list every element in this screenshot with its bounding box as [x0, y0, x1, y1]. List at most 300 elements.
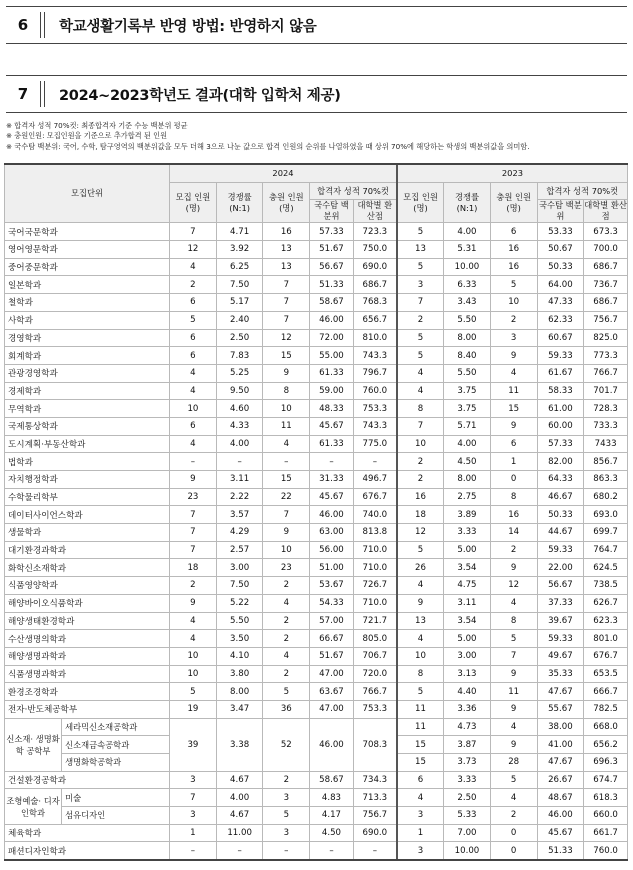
- data-cell: 37.33: [537, 594, 584, 612]
- table-row: [5, 223, 628, 241]
- data-cell: 51.67: [310, 647, 354, 665]
- data-cell: 6: [170, 417, 217, 435]
- data-cell: 4.33: [216, 417, 263, 435]
- unit-name: 해양생태환경학과: [5, 612, 170, 630]
- data-cell: –: [263, 453, 310, 471]
- data-cell: 2: [263, 771, 310, 789]
- unit-name: 식품영양학과: [5, 577, 170, 595]
- data-cell: 50.33: [537, 506, 584, 524]
- table-row: [5, 453, 628, 471]
- data-cell: 22.00: [537, 559, 584, 577]
- section-7-header: [6, 75, 627, 113]
- data-cell: 9: [490, 559, 537, 577]
- data-cell: 760.0: [584, 842, 628, 860]
- data-cell: 756.7: [353, 807, 397, 825]
- header-converted: 대학별 환산점: [584, 200, 627, 222]
- data-cell: 5.50: [444, 364, 491, 382]
- data-cell: 740.0: [353, 506, 397, 524]
- data-cell: 736.7: [584, 276, 628, 294]
- data-cell: 57.33: [310, 223, 354, 241]
- data-cell: 699.7: [584, 524, 628, 542]
- data-cell: 2: [170, 577, 217, 595]
- data-cell: 721.7: [353, 612, 397, 630]
- data-cell: 813.8: [353, 524, 397, 542]
- table-row: [5, 700, 628, 718]
- data-cell: 4.17: [310, 807, 354, 825]
- data-cell: 46.00: [310, 311, 354, 329]
- data-cell: 726.7: [353, 577, 397, 595]
- data-cell: 5.71: [444, 417, 491, 435]
- data-cell: 11: [397, 700, 444, 718]
- unit-name: 식품생명과학과: [5, 665, 170, 683]
- divider: [40, 12, 45, 38]
- data-cell: 856.7: [584, 453, 628, 471]
- data-cell: 2.57: [216, 541, 263, 559]
- data-cell: 4: [397, 630, 444, 648]
- unit-name: 무역학과: [5, 400, 170, 418]
- unit-name: 생물학과: [5, 524, 170, 542]
- data-cell: 12: [490, 577, 537, 595]
- data-cell: 35.33: [537, 665, 584, 683]
- data-cell: 743.3: [353, 417, 397, 435]
- data-cell: 61.00: [537, 400, 584, 418]
- data-cell: 51.33: [537, 842, 584, 860]
- data-cell: 10: [490, 294, 537, 312]
- data-cell: –: [310, 842, 354, 860]
- data-cell: 4.50: [444, 453, 491, 471]
- data-cell: –: [170, 453, 217, 471]
- data-cell: 4: [490, 718, 537, 736]
- data-cell: 2: [490, 807, 537, 825]
- group-name: 신소재· 생명화학 공학부: [5, 718, 62, 771]
- data-cell: 4: [170, 382, 217, 400]
- data-cell: 4: [490, 594, 537, 612]
- data-cell: 661.7: [584, 824, 628, 842]
- data-cell: 57.33: [537, 435, 584, 453]
- table-row: [5, 347, 628, 365]
- data-cell: 766.7: [584, 364, 628, 382]
- data-cell: 22: [263, 488, 310, 506]
- data-cell: 7.50: [216, 577, 263, 595]
- table-row: [5, 276, 628, 294]
- unit-name: 경제학과: [5, 382, 170, 400]
- data-cell: 4: [170, 630, 217, 648]
- data-cell: 8: [490, 488, 537, 506]
- unit-name: 대기환경과학과: [5, 541, 170, 559]
- data-cell: 690.0: [353, 824, 397, 842]
- data-cell: 16: [490, 241, 537, 259]
- data-cell: 7: [397, 417, 444, 435]
- data-cell: –: [170, 842, 217, 860]
- data-cell: 46.00: [310, 506, 354, 524]
- data-cell: 710.0: [353, 541, 397, 559]
- data-cell: 0: [490, 824, 537, 842]
- data-cell: 8: [490, 612, 537, 630]
- data-cell: 4.71: [216, 223, 263, 241]
- data-cell: 1: [170, 824, 217, 842]
- data-cell: 9: [170, 471, 217, 489]
- data-cell: 56.67: [537, 577, 584, 595]
- data-cell: 64.33: [537, 471, 584, 489]
- unit-name: 철학과: [5, 294, 170, 312]
- data-cell: 2: [490, 311, 537, 329]
- data-cell: 6: [397, 771, 444, 789]
- data-cell: 9: [490, 736, 537, 754]
- data-cell: 734.3: [353, 771, 397, 789]
- data-cell: 7: [170, 223, 217, 241]
- table-row: [5, 258, 628, 276]
- data-cell: 5.33: [444, 807, 491, 825]
- data-cell: 10: [170, 647, 217, 665]
- data-cell: 2: [263, 612, 310, 630]
- data-cell: 693.0: [584, 506, 628, 524]
- data-cell: 45.67: [310, 488, 354, 506]
- data-cell: 7: [263, 506, 310, 524]
- table-row: [5, 524, 628, 542]
- data-cell: 775.0: [353, 435, 397, 453]
- data-cell: 3: [397, 807, 444, 825]
- data-cell: 7: [170, 789, 217, 807]
- data-cell: 15: [490, 400, 537, 418]
- data-cell: 4: [170, 612, 217, 630]
- data-cell: 7: [397, 294, 444, 312]
- header-converted: 대학별 환산점: [353, 200, 397, 223]
- data-cell: 9: [263, 364, 310, 382]
- data-cell: 623.3: [584, 612, 628, 630]
- data-cell: 7: [170, 524, 217, 542]
- data-cell: 11.00: [216, 824, 263, 842]
- header-year-2023: 2023: [397, 164, 628, 182]
- data-cell: 2: [490, 541, 537, 559]
- data-cell: 52: [263, 718, 310, 771]
- table-row: [5, 771, 628, 789]
- data-cell: 0: [490, 471, 537, 489]
- group-name: 조형예술· 디자인학과: [5, 789, 62, 824]
- data-cell: 10: [170, 400, 217, 418]
- header-quota: 모집 인원 (명): [170, 182, 217, 223]
- table-row: [5, 647, 628, 665]
- data-cell: 863.3: [584, 471, 628, 489]
- data-cell: 4.67: [216, 807, 263, 825]
- data-cell: 11: [490, 683, 537, 701]
- data-cell: 66.67: [310, 630, 354, 648]
- data-cell: 58.67: [310, 294, 354, 312]
- section-title: 2024~2023학년도 결과(대학 입학처 제공): [59, 87, 341, 104]
- sub-unit-name: 세라믹신소재공학과: [62, 718, 170, 736]
- data-cell: 4.67: [216, 771, 263, 789]
- data-cell: 14: [490, 524, 537, 542]
- data-cell: 72.00: [310, 329, 354, 347]
- data-cell: 50.67: [537, 241, 584, 259]
- data-cell: 60.00: [537, 417, 584, 435]
- data-cell: 15: [263, 471, 310, 489]
- data-cell: 4: [263, 435, 310, 453]
- data-cell: 676.7: [584, 647, 628, 665]
- data-cell: 15: [397, 736, 444, 754]
- data-cell: 41.00: [537, 736, 584, 754]
- data-cell: 4.00: [216, 789, 263, 807]
- data-cell: 696.3: [584, 754, 628, 772]
- data-cell: 5: [490, 630, 537, 648]
- data-cell: 36: [263, 700, 310, 718]
- unit-name: 중어중문학과: [5, 258, 170, 276]
- data-cell: 11: [263, 417, 310, 435]
- data-cell: 5: [263, 807, 310, 825]
- data-cell: 3.36: [444, 700, 491, 718]
- data-cell: 12: [170, 241, 217, 259]
- data-cell: 82.00: [537, 453, 584, 471]
- data-cell: 53.67: [310, 577, 354, 595]
- data-cell: 46.00: [537, 807, 584, 825]
- table-row: [5, 842, 628, 860]
- unit-name: 경영학과: [5, 329, 170, 347]
- data-cell: 49.67: [537, 647, 584, 665]
- data-cell: 15: [263, 347, 310, 365]
- unit-name: 수산생명의학과: [5, 630, 170, 648]
- data-cell: 59.33: [537, 347, 584, 365]
- data-cell: 51.00: [310, 559, 354, 577]
- data-cell: 2.40: [216, 311, 263, 329]
- data-cell: 3.47: [216, 700, 263, 718]
- unit-name: 도시계획·부동산학과: [5, 435, 170, 453]
- data-cell: 12: [397, 524, 444, 542]
- unit-name: 체육학과: [5, 824, 170, 842]
- data-cell: 2: [170, 276, 217, 294]
- data-cell: 6: [490, 223, 537, 241]
- data-cell: 3.43: [444, 294, 491, 312]
- data-cell: 7: [263, 311, 310, 329]
- data-cell: 653.5: [584, 665, 628, 683]
- data-cell: 5.50: [444, 311, 491, 329]
- table-row: [5, 559, 628, 577]
- data-cell: 4: [490, 364, 537, 382]
- unit-name: 국어국문학과: [5, 223, 170, 241]
- data-cell: 63.67: [310, 683, 354, 701]
- section-number: 7: [17, 85, 29, 103]
- data-cell: 5: [397, 223, 444, 241]
- data-cell: 656.7: [353, 311, 397, 329]
- data-cell: 1: [490, 453, 537, 471]
- table-row: [5, 824, 628, 842]
- data-cell: 766.7: [353, 683, 397, 701]
- data-cell: 3: [170, 807, 217, 825]
- data-cell: 7: [170, 541, 217, 559]
- data-cell: 3.92: [216, 241, 263, 259]
- data-cell: 16: [397, 488, 444, 506]
- table-row: [5, 435, 628, 453]
- data-cell: 38.00: [537, 718, 584, 736]
- header-percentile: 국수탐 백분위: [310, 200, 354, 223]
- table-row: [5, 577, 628, 595]
- data-cell: 5.00: [444, 630, 491, 648]
- data-cell: 668.0: [584, 718, 628, 736]
- data-cell: 4.10: [216, 647, 263, 665]
- unit-name: 국제통상학과: [5, 417, 170, 435]
- data-cell: 4.29: [216, 524, 263, 542]
- data-cell: 59.00: [310, 382, 354, 400]
- data-cell: 753.3: [353, 400, 397, 418]
- data-cell: 28: [490, 754, 537, 772]
- unit-name: 사학과: [5, 311, 170, 329]
- note: ※ 국수탐 백분위: 국어, 수학, 탐구영역의 백분위값을 모두 더해 3으로 나눈 값으로 합격 인원의 순위를 나열하였을 때 상위 70%에 해당하는 학생의 백분위값을 의미함.: [6, 141, 530, 151]
- table-row: [5, 488, 628, 506]
- data-cell: 3: [263, 789, 310, 807]
- table-row: [5, 506, 628, 524]
- data-cell: 686.7: [353, 276, 397, 294]
- data-cell: 61.67: [537, 364, 584, 382]
- data-cell: 54.33: [310, 594, 354, 612]
- unit-name: 회계학과: [5, 347, 170, 365]
- data-cell: 5: [263, 683, 310, 701]
- data-cell: 45.67: [310, 417, 354, 435]
- data-cell: 5: [397, 258, 444, 276]
- data-cell: 3.73: [444, 754, 491, 772]
- table-row: [5, 382, 628, 400]
- data-cell: 7.50: [216, 276, 263, 294]
- data-cell: 23: [263, 559, 310, 577]
- data-cell: 47.00: [310, 665, 354, 683]
- data-cell: 4: [397, 577, 444, 595]
- unit-name: 법학과: [5, 453, 170, 471]
- data-cell: 3.50: [216, 630, 263, 648]
- results-table: [4, 163, 628, 861]
- data-cell: –: [353, 842, 397, 860]
- data-cell: 15: [397, 754, 444, 772]
- data-cell: 8.00: [444, 329, 491, 347]
- data-cell: 26: [397, 559, 444, 577]
- data-cell: 0: [490, 842, 537, 860]
- data-cell: 5.31: [444, 241, 491, 259]
- unit-name: 패션디자인학과: [5, 842, 170, 860]
- data-cell: 8.00: [216, 683, 263, 701]
- data-cell: 10: [263, 400, 310, 418]
- data-cell: 710.0: [353, 559, 397, 577]
- data-cell: 782.5: [584, 700, 628, 718]
- data-cell: 13: [263, 258, 310, 276]
- data-cell: 496.7: [353, 471, 397, 489]
- data-cell: 61.33: [310, 435, 354, 453]
- data-cell: 7: [263, 276, 310, 294]
- sub-unit-name: 섬유디자인: [62, 807, 170, 825]
- data-cell: 59.33: [537, 630, 584, 648]
- data-cell: –: [216, 453, 263, 471]
- data-cell: 3.54: [444, 559, 491, 577]
- data-cell: 51.33: [310, 276, 354, 294]
- data-cell: 3.87: [444, 736, 491, 754]
- data-cell: 10: [397, 647, 444, 665]
- data-cell: 690.0: [353, 258, 397, 276]
- header-extra: 충원 인원 (명): [263, 182, 310, 223]
- data-cell: 7433: [584, 435, 628, 453]
- data-cell: 686.7: [584, 258, 628, 276]
- header-ratio: 경쟁률 (N:1): [444, 182, 491, 223]
- data-cell: 6: [170, 294, 217, 312]
- data-cell: 5: [397, 347, 444, 365]
- unit-name: 일본학과: [5, 276, 170, 294]
- data-cell: 11: [490, 382, 537, 400]
- data-cell: 3.13: [444, 665, 491, 683]
- data-cell: 5: [490, 276, 537, 294]
- table-row: [5, 594, 628, 612]
- table-row: [5, 612, 628, 630]
- data-cell: 750.0: [353, 241, 397, 259]
- data-cell: 61.33: [310, 364, 354, 382]
- data-cell: 708.3: [353, 718, 397, 771]
- data-cell: 4: [170, 364, 217, 382]
- data-cell: 1: [397, 824, 444, 842]
- data-cell: 51.67: [310, 241, 354, 259]
- note: ※ 충원인원: 모집인원을 기준으로 추가합격 된 인원: [6, 131, 168, 141]
- data-cell: 4: [397, 382, 444, 400]
- data-cell: 5.25: [216, 364, 263, 382]
- data-cell: –: [216, 842, 263, 860]
- table-row: [5, 417, 628, 435]
- table-row: [5, 789, 628, 807]
- data-cell: 3.57: [216, 506, 263, 524]
- data-cell: 13: [263, 241, 310, 259]
- unit-name: 해양생명과학과: [5, 647, 170, 665]
- data-cell: 48.33: [310, 400, 354, 418]
- data-cell: 13: [397, 241, 444, 259]
- data-cell: 9.50: [216, 382, 263, 400]
- data-cell: 4.73: [444, 718, 491, 736]
- table-row: [5, 294, 628, 312]
- data-cell: 4: [263, 594, 310, 612]
- data-cell: 56.00: [310, 541, 354, 559]
- data-cell: 44.67: [537, 524, 584, 542]
- data-cell: 59.33: [537, 541, 584, 559]
- data-cell: 8.40: [444, 347, 491, 365]
- data-cell: 5: [490, 771, 537, 789]
- data-cell: 7.00: [444, 824, 491, 842]
- data-cell: 63.00: [310, 524, 354, 542]
- data-cell: 4: [397, 789, 444, 807]
- data-cell: 39: [170, 718, 217, 771]
- data-cell: 6: [490, 435, 537, 453]
- data-cell: 13: [397, 612, 444, 630]
- table-row: [5, 329, 628, 347]
- data-cell: 47.33: [537, 294, 584, 312]
- data-cell: 3: [397, 842, 444, 860]
- data-cell: 5.17: [216, 294, 263, 312]
- data-cell: 3.00: [444, 647, 491, 665]
- data-cell: 680.2: [584, 488, 628, 506]
- table-row: [5, 807, 628, 825]
- data-cell: 55.67: [537, 700, 584, 718]
- data-cell: 728.3: [584, 400, 628, 418]
- data-cell: 3.00: [216, 559, 263, 577]
- data-cell: 47.67: [537, 683, 584, 701]
- table-row: [5, 541, 628, 559]
- data-cell: 7: [263, 294, 310, 312]
- table-row: [5, 718, 628, 736]
- table-row: [5, 364, 628, 382]
- data-cell: 9: [170, 594, 217, 612]
- data-cell: 8: [397, 400, 444, 418]
- data-cell: 47.67: [537, 754, 584, 772]
- data-cell: 6: [170, 329, 217, 347]
- section-6-header: [6, 6, 627, 44]
- data-cell: 2: [263, 630, 310, 648]
- data-cell: 760.0: [353, 382, 397, 400]
- data-cell: 9: [263, 524, 310, 542]
- data-cell: 3.33: [444, 771, 491, 789]
- unit-name: 전자·반도체공학부: [5, 700, 170, 718]
- data-cell: 5.00: [444, 541, 491, 559]
- table-row: [5, 400, 628, 418]
- data-cell: 55.00: [310, 347, 354, 365]
- data-cell: 626.7: [584, 594, 628, 612]
